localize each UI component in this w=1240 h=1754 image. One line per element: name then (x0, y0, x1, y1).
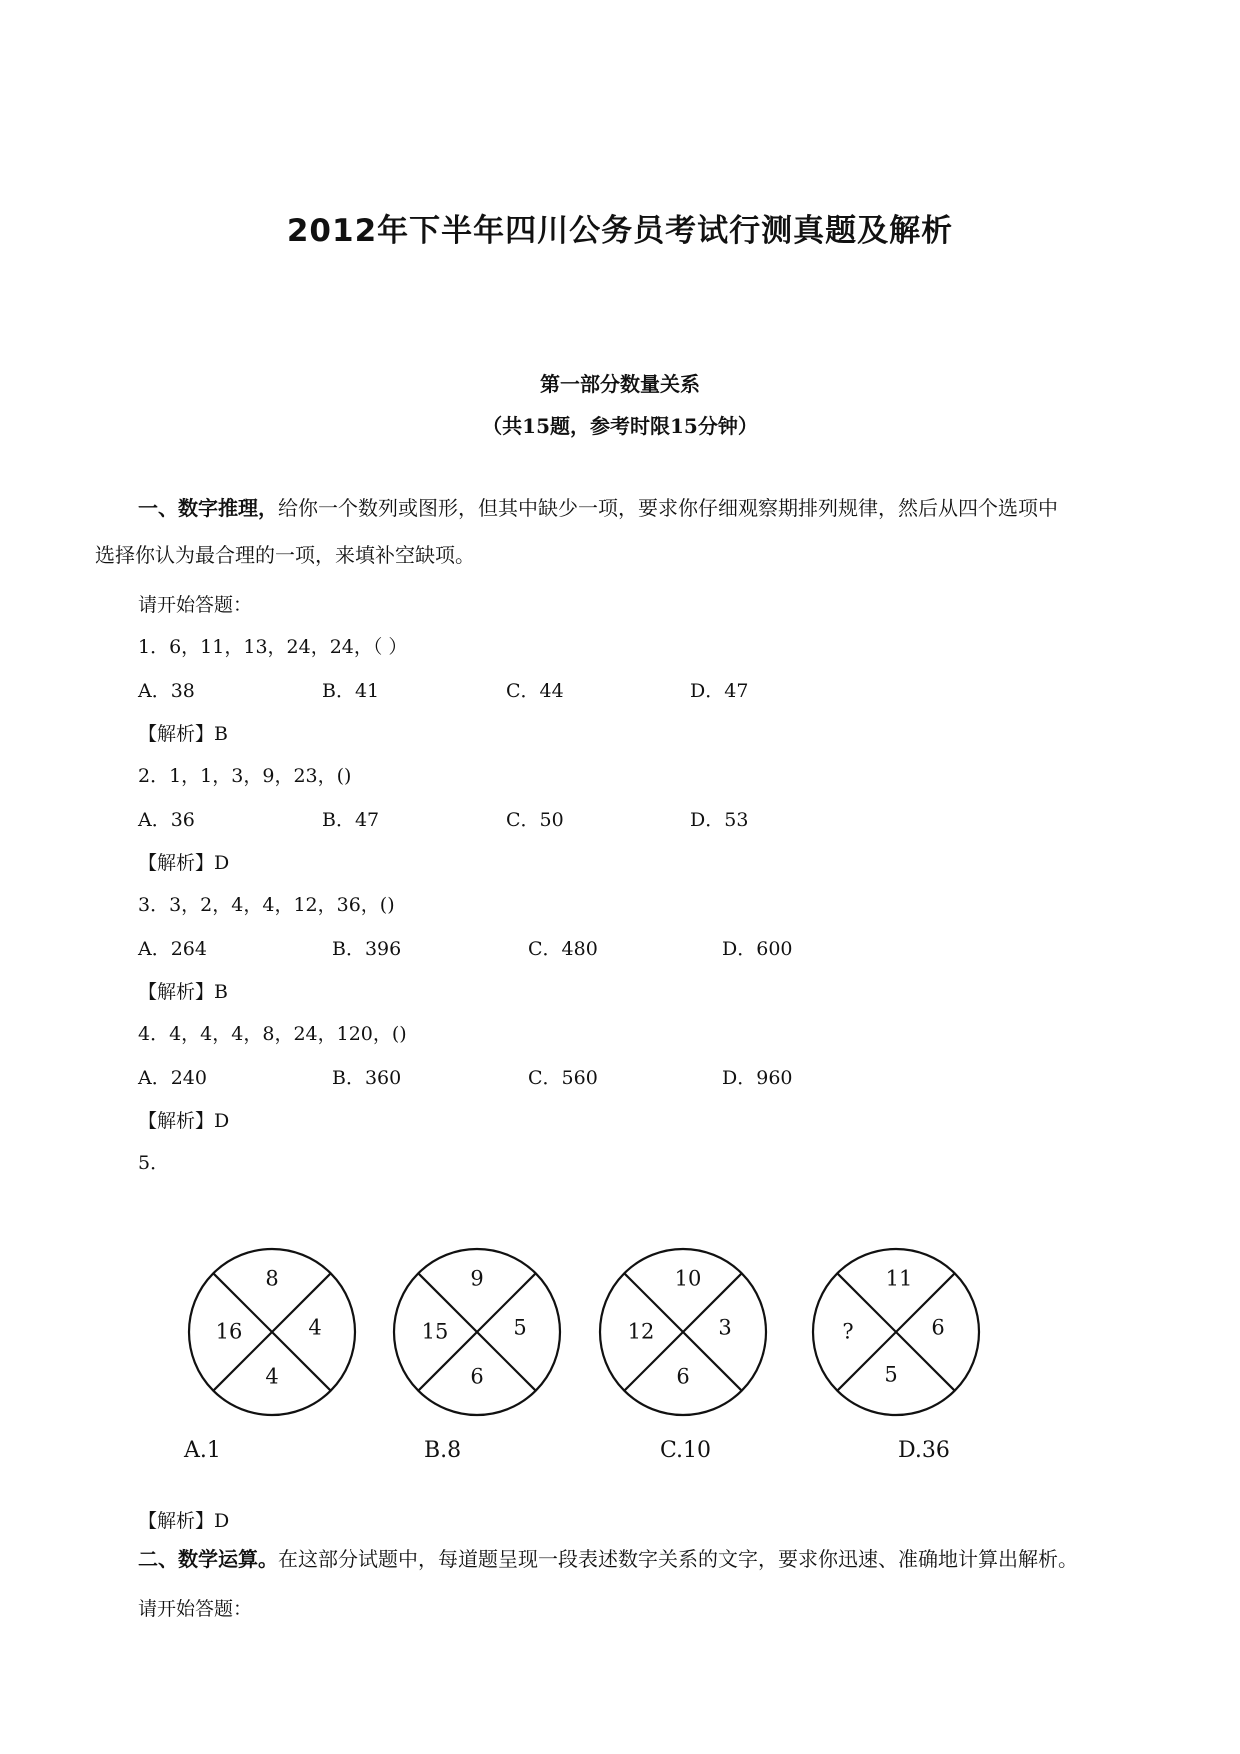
q5-option-a: A.1 (184, 1438, 221, 1463)
q3-option-b: B．396 (332, 938, 402, 960)
q5-c3-top: 10 (674, 1266, 702, 1291)
q4-option-d: D．960 (722, 1067, 793, 1089)
section1-heading: 一、数字推理， (138, 496, 278, 520)
q3-option-c: C．480 (528, 938, 598, 960)
q1-answer: 【解析】B (138, 723, 228, 745)
q5-c1-right: 4 (308, 1315, 322, 1340)
section1-intro (95, 485, 1145, 579)
q2-option-c: C．50 (506, 809, 564, 831)
q4-option-a: A．240 (138, 1067, 207, 1089)
section1-prompt: 请开始答题： (138, 594, 253, 616)
q5-c4-bottom: 5 (884, 1362, 898, 1387)
section2-body: 在这部分试题中，每道题呈现一段表述数字关系的文字，要求你迅速、准确地计算出解析。 (278, 1547, 1078, 1571)
q5-c1-top: 8 (265, 1266, 279, 1291)
q3-answer: 【解析】B (138, 981, 228, 1003)
q5-c1-bottom: 4 (265, 1364, 279, 1389)
q5-c4-left: ? (842, 1319, 854, 1344)
q3-option-d: D．600 (722, 938, 793, 960)
q3-option-a: A．264 (138, 938, 207, 960)
q5-option-d: D.36 (898, 1438, 950, 1463)
q2-option-d: D．53 (690, 809, 749, 831)
q4-answer: 【解析】D (138, 1110, 230, 1132)
q5-c3-left: 12 (627, 1319, 655, 1344)
q5-c2-top: 9 (470, 1266, 484, 1291)
q1-option-d: D．47 (690, 680, 749, 702)
q5-option-c: C.10 (660, 1438, 712, 1463)
q4-option-b: B．360 (332, 1067, 402, 1089)
q5-c3-bottom: 6 (676, 1364, 690, 1389)
document-title: 2012年下半年四川公务员考试行测真题及解析 (286, 213, 954, 249)
q1-option-a: A．38 (138, 680, 195, 702)
q4-stem: 4．4，4，4，8，24，120，() (138, 1023, 407, 1045)
q4-option-c: C．560 (528, 1067, 598, 1089)
section2-heading: 二、数学运算。 (138, 1547, 278, 1571)
section2-intro (138, 1536, 1148, 1583)
q5-c4-right: 6 (931, 1315, 945, 1340)
q5-c3-right: 3 (718, 1315, 732, 1340)
q2-answer: 【解析】D (138, 852, 230, 874)
q3-stem: 3．3，2，4，4，12，36，() (138, 894, 395, 916)
q5-answer: 【解析】D (138, 1510, 230, 1532)
section1-body-line1: 给你一个数列或图形，但其中缺少一项，要求你仔细观察期排列规律，然后从四个选项中 (278, 496, 1058, 520)
q1-option-c: C．44 (506, 680, 564, 702)
q1-option-b: B．41 (322, 680, 380, 702)
q5-c2-right: 5 (513, 1315, 527, 1340)
q5-figure (180, 1245, 1000, 1475)
q5-option-b: B.8 (424, 1438, 462, 1463)
part-title: 第一部分数量关系 (540, 372, 700, 396)
part-subtitle: （共15题，参考时限15分钟） (482, 414, 758, 438)
q5-c2-bottom: 6 (470, 1364, 484, 1389)
q2-option-b: B．47 (322, 809, 380, 831)
q1-stem: 1．6，11，13，24，24，（ ） (138, 636, 408, 658)
q5-c2-left: 15 (421, 1319, 449, 1344)
section2-prompt: 请开始答题： (138, 1598, 253, 1620)
q5-stem: 5． (138, 1152, 170, 1174)
section1-body-line2: 选择你认为最合理的一项，来填补空缺项。 (95, 543, 475, 567)
q2-option-a: A．36 (138, 809, 195, 831)
q5-c1-left: 16 (215, 1319, 243, 1344)
q5-c4-top: 11 (885, 1266, 913, 1291)
q2-stem: 2．1，1，3，9，23，() (138, 765, 352, 787)
